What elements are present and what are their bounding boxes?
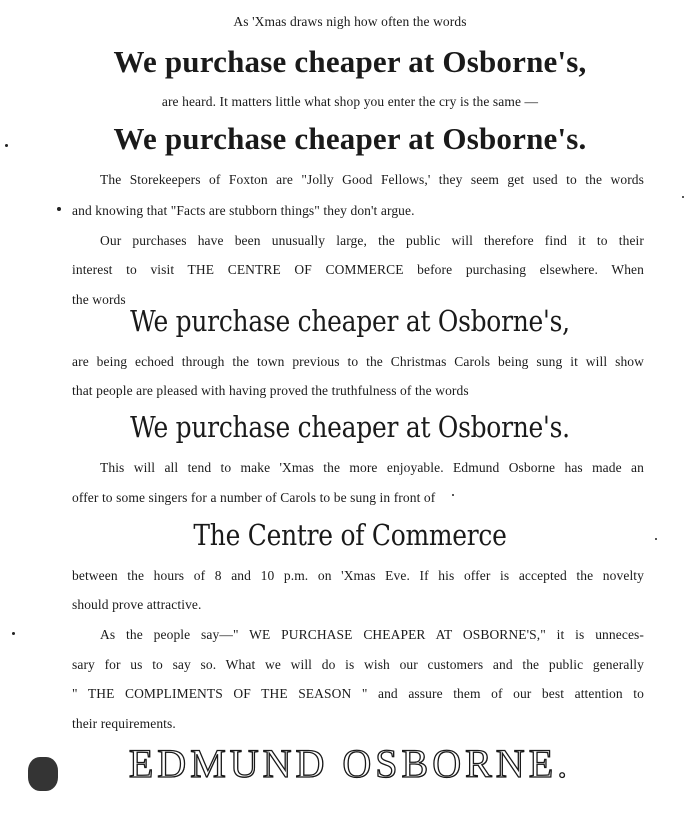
body-line: are heard. It matters little what shop you enter the cry is the same —	[161, 94, 539, 109]
body-line: sary for us to say so. What we will do is wish our customers and the public generally	[72, 657, 644, 672]
ink-speck	[655, 538, 657, 540]
slogan-heading-1: We purchase cheaper at Osborne's,	[113, 44, 587, 79]
body-line: This will all tend to make 'Xmas the more enjoyable. Edmund Osborne has made an	[100, 460, 644, 475]
body-line: offer to some singers for a number of Carols to be sung in front of	[72, 490, 436, 505]
ink-speck	[57, 207, 61, 211]
body-line: their requirements.	[72, 716, 176, 731]
body-line: the words	[72, 292, 126, 307]
ink-speck	[682, 196, 684, 198]
body-line: are being echoed through the town previous to the Christmas Carols being sung it will show	[72, 354, 644, 369]
slogan-heading-4: We purchase cheaper at Osborne's.	[130, 410, 570, 444]
body-line: " THE COMPLIMENTS OF THE SEASON " and assure them of our best attention to	[72, 686, 644, 701]
body-line: interest to visit THE CENTRE OF COMMERCE before purchasing elsewhere. When	[72, 262, 644, 277]
ink-speck	[5, 144, 8, 147]
ink-speck	[452, 494, 454, 496]
slogan-heading-3: We purchase cheaper at Osborne's,	[130, 304, 570, 338]
slogan-heading-2: We purchase cheaper at Osborne's.	[113, 121, 587, 156]
centre-of-commerce-heading: The Centre of Commerce	[193, 518, 507, 552]
signature-name: EDMUND OSBORNE.	[128, 741, 572, 786]
body-line: that people are pleased with having proved the truthfulness of the words	[72, 383, 469, 398]
body-line: Our purchases have been unusually large, the public will therefore find it to their	[100, 233, 644, 248]
ink-smudge	[28, 757, 58, 791]
body-line: should prove attractive.	[72, 597, 202, 612]
body-line: As the people say—" WE PURCHASE CHEAPER AT OSBORNE'S," it is unneces-	[100, 627, 644, 642]
body-line: The Storekeepers of Foxton are "Jolly Good Fellows,' they seem get used to the words	[100, 172, 644, 187]
intro-line: As 'Xmas draws nigh how often the words	[233, 14, 467, 29]
body-line: between the hours of 8 and 10 p.m. on 'Xmas Eve. If his offer is accepted the novelty	[72, 568, 644, 583]
ink-speck	[12, 632, 15, 635]
body-line: and knowing that "Facts are stubborn things" they don't argue.	[72, 203, 415, 218]
